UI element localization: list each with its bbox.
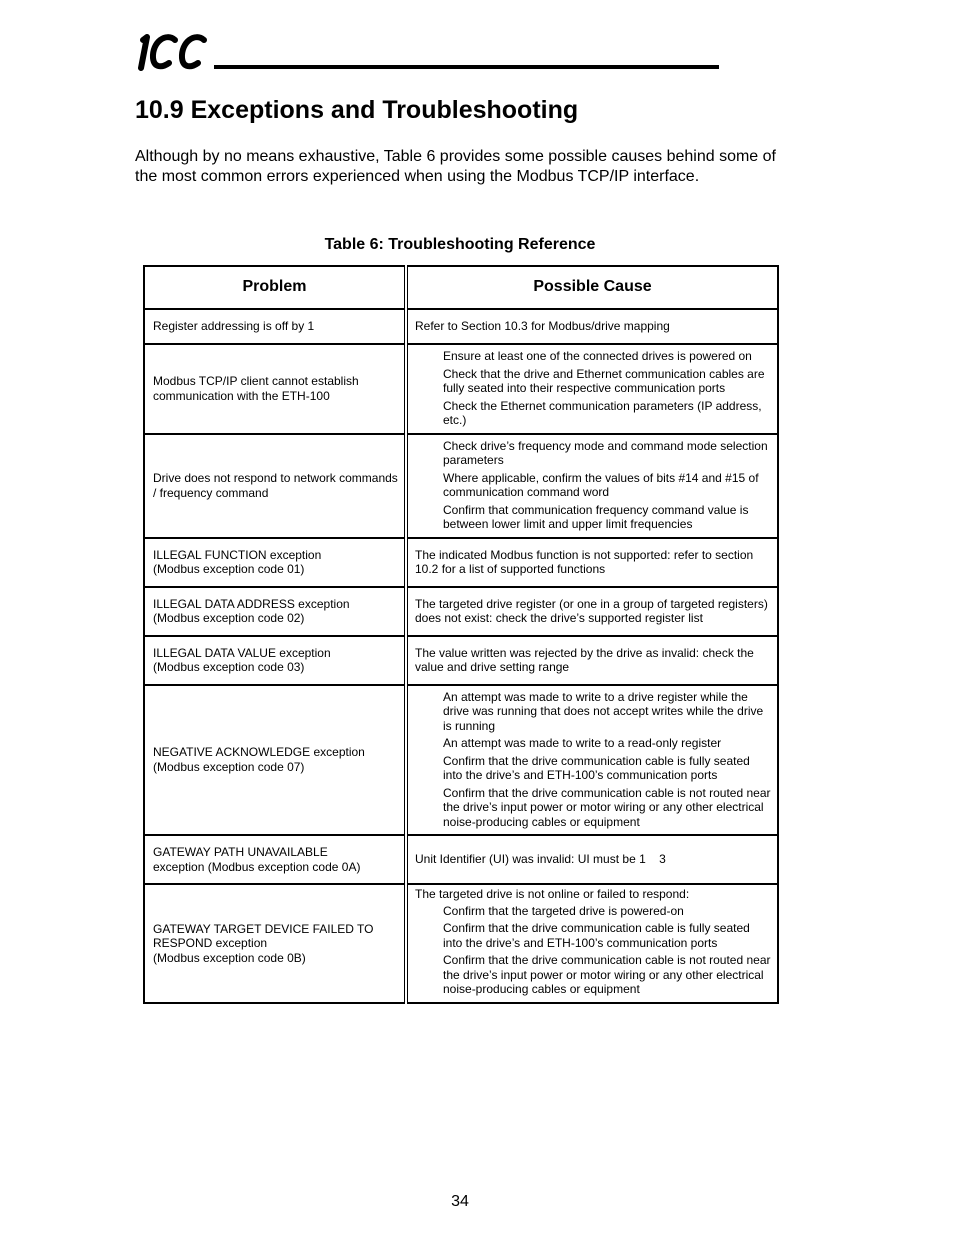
cause-bullet: Confirm that the drive communication cable is fully seated into the drive’s and ETH-100’s communication ports bbox=[443, 921, 750, 950]
problem-cell: GATEWAY TARGET DEVICE FAILED TO RESPOND exception (Modbus exception code 0B) bbox=[144, 884, 406, 1003]
table-row bbox=[144, 685, 778, 836]
cause-bullet: Confirm that the drive communication cable is not routed near the drive’s input power or motor wiring or any other electrical noise-producing cables or equipment bbox=[443, 953, 771, 996]
problem-cell: Register addressing is off by 1 bbox=[144, 309, 406, 344]
table-row bbox=[144, 538, 778, 587]
cause-cell bbox=[406, 685, 778, 836]
problem-cell: ILLEGAL DATA VALUE exception (Modbus exception code 03) bbox=[144, 636, 406, 685]
table-header-row bbox=[144, 266, 778, 309]
problem-cell: NEGATIVE ACKNOWLEDGE exception (Modbus exception code 07) bbox=[144, 685, 406, 836]
cause-cell bbox=[406, 884, 778, 1003]
table-row bbox=[144, 636, 778, 685]
table-row bbox=[144, 884, 778, 1003]
cause-cell: The targeted drive register (or one in a group of targeted registers) does not exist: check the drive’s supported register list bbox=[406, 587, 778, 636]
cause-bullet: An attempt was made to write to a drive register while the drive was running that does not accept writes while the drive is running bbox=[443, 689, 764, 733]
problem-cell: ILLEGAL FUNCTION exception (Modbus exception code 01) bbox=[144, 538, 406, 587]
table-row bbox=[144, 434, 778, 538]
problem-cell: Drive does not respond to network commands / frequency command bbox=[144, 434, 406, 538]
column-header-problem: Problem bbox=[144, 266, 406, 309]
cause-bullet: Check that the drive and Ethernet communication cables are fully seated into their respective communication ports bbox=[443, 366, 765, 395]
cause-bullet: Where applicable, confirm the values of bits #14 and #15 of communication command word bbox=[443, 470, 759, 499]
cause-bullet: Confirm that the drive communication cable is fully seated into the drive’s and ETH-100’s communication ports bbox=[443, 753, 750, 782]
cause-bullet: Check the Ethernet communication parameters (IP address, etc.) bbox=[443, 398, 762, 427]
cause-cell: Refer to Section 10.3 for Modbus/drive mapping bbox=[406, 309, 778, 344]
cause-cell: Unit Identifier (UI) was invalid: UI must be 1 3 bbox=[406, 835, 778, 884]
problem-cell: GATEWAY PATH UNAVAILABLE exception (Modbus exception code 0A) bbox=[144, 835, 406, 884]
table-row bbox=[144, 835, 778, 884]
problem-cell: Modbus TCP/IP client cannot establish communication with the ETH-100 bbox=[144, 344, 406, 434]
table-row bbox=[144, 587, 778, 636]
cause-cell bbox=[406, 344, 778, 434]
table-row bbox=[144, 344, 778, 434]
cause-bullet: Confirm that the targeted drive is powered-on bbox=[443, 903, 684, 918]
cause-bullet: An attempt was made to write to a read-only register bbox=[443, 736, 722, 750]
problem-cell: ILLEGAL DATA ADDRESS exception (Modbus exception code 02) bbox=[144, 587, 406, 636]
page-number: 34 bbox=[451, 1193, 469, 1210]
section-heading: 10.9 Exceptions and Troubleshooting bbox=[135, 96, 579, 124]
table-row bbox=[144, 309, 778, 344]
icc-logo bbox=[138, 28, 210, 72]
cause-bullet: Check drive’s frequency mode and command mode selection parameters bbox=[443, 438, 768, 467]
table-caption: Table 6: Troubleshooting Reference bbox=[324, 236, 596, 253]
cause-cell: The indicated Modbus function is not supported: refer to section 10.2 for a list of supported functions bbox=[406, 538, 778, 587]
cause-bullet: Confirm that the drive communication cable is not routed near the drive’s input power or motor wiring or any other electrical noise-producing cables or equipment bbox=[443, 785, 771, 829]
cause-lead: The targeted drive is not online or failed to respond: bbox=[415, 887, 690, 901]
header-rule bbox=[214, 65, 719, 69]
cause-bullet: Confirm that communication frequency command value is between lower limit and upper limit frequencies bbox=[443, 502, 749, 531]
column-header-cause: Possible Cause bbox=[406, 266, 778, 309]
intro-paragraph: Although by no means exhaustive, Table 6 provides some possible causes behind some of the most common errors experienced when using the Modbus TCP/IP interface. bbox=[135, 148, 776, 185]
cause-cell bbox=[406, 434, 778, 538]
cause-bullet: Ensure at least one of the connected drives is powered on bbox=[443, 349, 752, 363]
cause-cell: The value written was rejected by the drive as invalid: check the value and drive setting range bbox=[406, 636, 778, 685]
troubleshooting-table bbox=[143, 265, 779, 1004]
